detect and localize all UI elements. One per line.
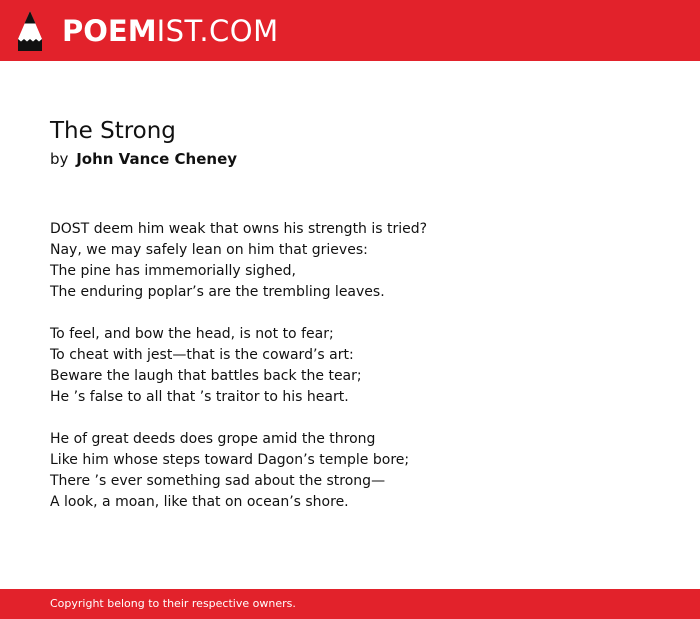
poem-line: Nay, we may safely lean on him that grieves:	[50, 242, 368, 258]
logo-light-text: IST.COM	[156, 14, 279, 48]
byline-prefix: by	[50, 150, 69, 168]
pencil-icon[interactable]	[17, 10, 43, 52]
poem-line: The pine has immemorially sighed,	[50, 263, 297, 279]
site-logo[interactable]	[62, 14, 279, 48]
stanza	[50, 429, 650, 513]
poem-line: DOST deem him weak that owns his strength is tried?	[50, 221, 428, 237]
byline	[50, 148, 237, 170]
author-name: John Vance Cheney	[76, 150, 238, 168]
site-footer	[0, 589, 700, 619]
copyright-text: Copyright belong to their respective owners.	[50, 597, 296, 610]
poem-line: To feel, and bow the head, is not to fear;	[50, 326, 334, 342]
stanza	[50, 324, 650, 408]
poem-line: He of great deeds does grope amid the throng	[50, 431, 376, 447]
poem-title: The Strong	[50, 118, 176, 144]
poem-line: To cheat with jest—that is the coward’s art:	[50, 347, 354, 363]
stanza	[50, 219, 650, 303]
poem-line: Like him whose steps toward Dagon’s temple bore;	[50, 452, 410, 468]
poem-line: A look, a moan, like that on ocean’s shore.	[50, 494, 349, 510]
poem-line: He ’s false to all that ’s traitor to his heart.	[50, 389, 349, 405]
poem-line: Beware the laugh that battles back the tear;	[50, 368, 362, 384]
poem-body	[50, 219, 650, 534]
poem-line: There ’s ever something sad about the strong—	[50, 473, 386, 489]
logo-bold-text: POEM	[62, 14, 157, 48]
poem-line: The enduring poplar’s are the trembling leaves.	[50, 284, 385, 300]
site-header	[0, 0, 700, 61]
